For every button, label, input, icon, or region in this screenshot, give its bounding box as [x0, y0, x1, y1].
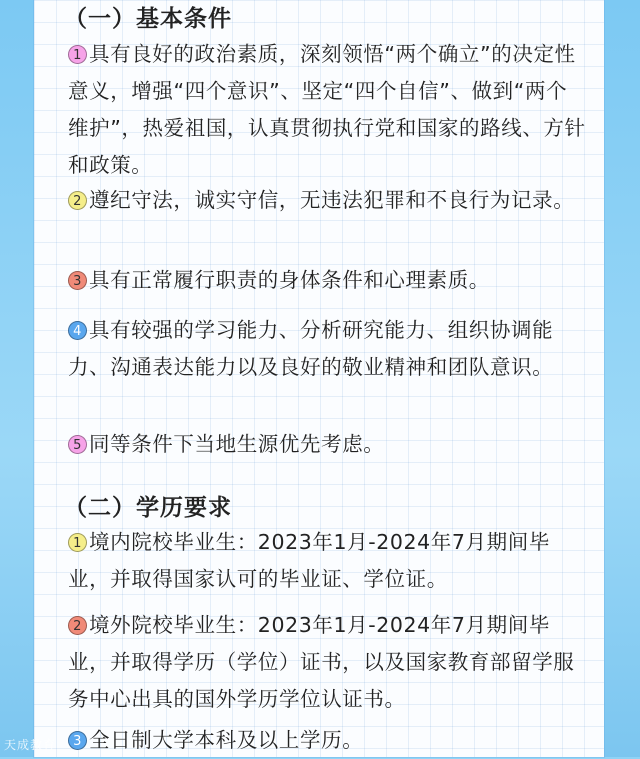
list-item [68, 262, 588, 299]
right-background-strip [604, 0, 640, 757]
circled-number-badge: 1 [68, 533, 87, 552]
list-item [68, 36, 588, 184]
list-item [68, 182, 588, 219]
circled-number-badge: 2 [68, 191, 87, 210]
list-item-text: 境内院校毕业生：2023年1月-2024年7月期间毕业，并取得国家认可的毕业证、学位证。 [68, 530, 550, 591]
list-item [68, 524, 588, 598]
left-background-strip [0, 0, 34, 757]
circled-number-badge: 3 [68, 271, 87, 290]
circled-number-badge: 4 [68, 321, 87, 340]
watermark: 天成教育 [4, 738, 57, 752]
list-item-text: 同等条件下当地生源优先考虑。 [89, 432, 385, 456]
circled-number-badge: 1 [68, 45, 87, 64]
list-item-text: 具有良好的政治素质，深刻领悟“两个确立”的决定性意义，增强“四个意识”、坚定“四个自信”、做到“两个维护”，热爱祖国，认真贯彻执行党和国家的路线、方针和政策。 [68, 42, 586, 177]
section-title-education-requirements: （二）学历要求 [64, 495, 232, 521]
list-item-text: 全日制大学本科及以上学历。 [89, 728, 364, 752]
circled-number-badge: 3 [68, 731, 87, 750]
list-item-text: 具有正常履行职责的身体条件和心理素质。 [89, 268, 490, 292]
list-item [68, 426, 588, 463]
section-title-basic-conditions: （一）基本条件 [64, 6, 232, 32]
list-item-text: 具有较强的学习能力、分析研究能力、组织协调能力、沟通表达能力以及良好的敬业精神和团队意识。 [68, 318, 554, 379]
list-item [68, 607, 588, 718]
circled-number-badge: 2 [68, 616, 87, 635]
list-item [68, 312, 588, 386]
list-item-text: 遵纪守法，诚实守信，无违法犯罪和不良行为记录。 [89, 188, 575, 212]
list-item [68, 722, 588, 759]
list-item-text: 境外院校毕业生：2023年1月-2024年7月期间毕业，并取得学历（学位）证书，以及国家教育部留学服务中心出具的国外学历学位认证书。 [68, 613, 575, 711]
circled-number-badge: 5 [68, 435, 87, 454]
